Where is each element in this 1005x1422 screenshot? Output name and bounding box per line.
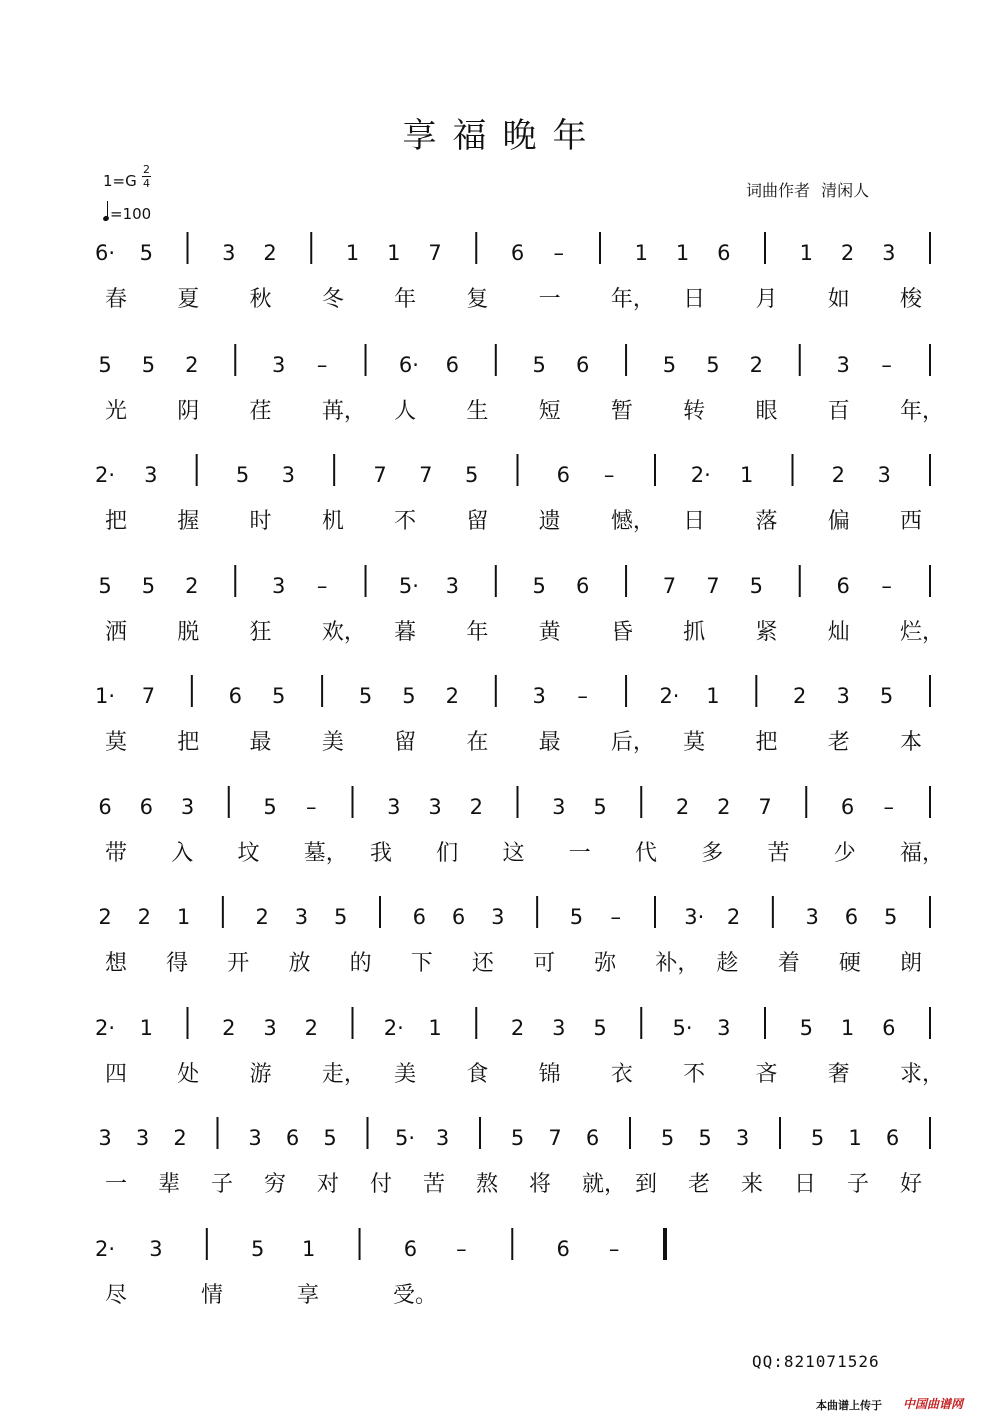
lyric-char: 欢， <box>321 620 366 645</box>
lyric-char: 本 <box>900 730 923 755</box>
lyric-char: 日 <box>683 509 706 534</box>
site-logo: 中国曲谱网 <box>903 1397 964 1411</box>
note: 1 <box>139 1016 153 1040</box>
lyric-char: 西 <box>900 509 923 534</box>
note: 1 <box>739 463 754 487</box>
notation-line <box>95 232 930 265</box>
lyric-char: 生 <box>466 399 489 424</box>
lyric-char: 光 <box>105 399 128 424</box>
note: – <box>456 1237 467 1261</box>
lyric-char: 辈 <box>158 1172 181 1197</box>
note: 2· <box>94 1237 116 1261</box>
lyric-char: 在 <box>466 730 489 755</box>
lyric-char: 这 <box>502 841 525 866</box>
lyric-char: 时 <box>249 509 272 534</box>
lyric-char: 憾， <box>610 509 655 534</box>
lyric-char: 如 <box>827 287 850 312</box>
lyric-char: 情 <box>201 1283 224 1308</box>
note: 6 <box>836 574 850 598</box>
lyric-char: 短 <box>538 399 561 424</box>
lyric-char: 莫 <box>105 730 128 755</box>
lyric-char: 朗 <box>900 951 923 976</box>
note: 5 <box>569 905 584 929</box>
lyric-char: 们 <box>436 841 459 866</box>
note: 7 <box>419 463 433 487</box>
lyric-char: 老 <box>688 1172 711 1197</box>
note: 2 <box>840 241 855 265</box>
note: 6 <box>98 795 112 819</box>
lyric-char: 开 <box>227 951 250 976</box>
note: 3 <box>552 1016 566 1040</box>
lyric-char: 弥 <box>594 951 617 976</box>
lyric-char: 代 <box>635 841 658 866</box>
lyric-char: 就， <box>582 1172 627 1197</box>
note: 1 <box>176 905 191 929</box>
note: 7 <box>548 1126 562 1150</box>
lyric-char: 年， <box>900 399 945 424</box>
lyric-char: 处 <box>177 1062 200 1087</box>
note: 3 <box>882 241 896 265</box>
note: 1 <box>634 241 648 265</box>
note: 2 <box>173 1126 187 1150</box>
lyric-char: 苦 <box>423 1172 446 1197</box>
lyric-char: 苒， <box>321 399 366 424</box>
lyric-char: 衣 <box>610 1062 633 1087</box>
time-signature-bottom: 4 <box>143 177 150 190</box>
lyric-char: 暮 <box>394 620 417 645</box>
note: – <box>316 574 328 598</box>
note: 5 <box>251 1237 265 1261</box>
author-credit: 词曲作者 清闲人 <box>746 181 870 200</box>
lyric-char: 一 <box>568 841 591 866</box>
note: 3 <box>836 353 850 377</box>
note: 5· <box>394 1126 416 1150</box>
lyric-char: 受。 <box>393 1283 438 1308</box>
lyric-char: 入 <box>171 841 194 866</box>
lyrics-line <box>105 1283 437 1308</box>
lyric-char: 美 <box>394 1062 417 1087</box>
lyric-char: 少 <box>833 841 856 866</box>
note: 7 <box>706 574 720 598</box>
note: 7 <box>428 241 442 265</box>
lyric-char: 洒 <box>105 620 128 645</box>
note: 1 <box>848 1126 862 1150</box>
note: 5· <box>398 574 419 598</box>
lyric-char: 苦 <box>767 841 790 866</box>
note: 5 <box>141 574 156 598</box>
key-signature: 1=G <box>103 172 137 190</box>
note: 5 <box>323 1126 337 1150</box>
note: 6 <box>285 1126 300 1150</box>
note: 6 <box>139 795 153 819</box>
note: 3 <box>98 1126 112 1150</box>
note: 3 <box>294 905 309 929</box>
notation-line <box>95 1007 930 1040</box>
note: 2 <box>675 795 690 819</box>
lyric-char: 着 <box>777 951 800 976</box>
note: 5 <box>660 1126 675 1150</box>
note: 2 <box>749 353 764 377</box>
lyric-char: 付 <box>370 1172 393 1197</box>
tempo-value: =100 <box>110 205 152 223</box>
note: 3 <box>149 1237 163 1261</box>
lyric-char: 秋 <box>249 287 272 312</box>
note: 2 <box>717 795 731 819</box>
notation-line <box>98 344 930 377</box>
note: 1 <box>345 241 360 265</box>
note: 5 <box>532 574 546 598</box>
note: 2 <box>831 463 846 487</box>
note: – <box>577 684 588 708</box>
note: – <box>608 1237 620 1261</box>
lyric-char: 梭 <box>900 287 923 312</box>
note: 6 <box>556 463 571 487</box>
lyric-char: 转 <box>683 399 706 424</box>
note: 3 <box>805 905 819 929</box>
lyric-char: 不 <box>394 509 417 534</box>
note: 2 <box>263 241 277 265</box>
lyric-char: 灿 <box>827 620 850 645</box>
lyric-char: 月 <box>755 287 778 312</box>
lyric-char: 人 <box>394 399 417 424</box>
lyrics-line <box>105 399 944 424</box>
note: 3 <box>445 574 460 598</box>
note: – <box>603 463 615 487</box>
note: 6 <box>575 574 590 598</box>
lyric-char: 把 <box>755 730 778 755</box>
note: 3 <box>877 463 891 487</box>
lyric-char: 不 <box>683 1062 706 1087</box>
lyric-char: 阴 <box>177 399 200 424</box>
note: 1 <box>387 241 401 265</box>
note: 5 <box>884 905 898 929</box>
note: 5 <box>799 1016 813 1040</box>
lyric-char: 带 <box>105 841 128 866</box>
note: 5 <box>334 905 348 929</box>
note: 3· <box>684 905 705 929</box>
lyric-char: 握 <box>177 509 200 534</box>
lyric-char: 享 <box>297 1283 320 1308</box>
lyric-char: 狂 <box>249 620 272 645</box>
note: 2 <box>793 684 807 708</box>
lyric-char: 奢 <box>827 1062 850 1087</box>
lyric-char: 锦 <box>538 1062 561 1087</box>
note: 7 <box>141 684 156 708</box>
note: 5 <box>532 353 546 377</box>
note: – <box>883 795 894 819</box>
lyric-char: 四 <box>105 1062 128 1087</box>
lyric-char: 趁 <box>716 951 739 976</box>
note: 2· <box>690 463 711 487</box>
note: 3 <box>491 905 505 929</box>
note: 6 <box>556 1237 570 1261</box>
lyric-char: 冬 <box>321 287 344 312</box>
note: 3 <box>532 684 546 708</box>
lyric-char: 老 <box>827 730 850 755</box>
lyric-char: 一 <box>105 1172 128 1197</box>
lyric-char: 子 <box>211 1172 234 1197</box>
lyric-char: 得 <box>166 951 189 976</box>
upload-notice: 本曲谱上传于 <box>816 1399 882 1412</box>
lyric-char: 偏 <box>827 509 850 534</box>
note: 6 <box>451 905 466 929</box>
note: 3 <box>735 1126 750 1150</box>
note: – <box>553 241 564 265</box>
note: 6 <box>585 1126 600 1150</box>
lyric-char: 福， <box>900 841 945 866</box>
note: 6 <box>445 353 460 377</box>
note: 3 <box>271 353 286 377</box>
note: 5 <box>263 795 277 819</box>
note: 6 <box>510 241 525 265</box>
note: 6 <box>575 353 590 377</box>
note: 2 <box>137 905 151 929</box>
lyric-char: 尽 <box>105 1283 128 1308</box>
lyric-char: 莫 <box>683 730 706 755</box>
qq-contact: QQ:821071526 <box>752 1352 880 1371</box>
notation-line <box>95 1228 665 1261</box>
lyric-char: 墓， <box>303 841 348 866</box>
note: – <box>316 353 328 377</box>
lyric-char: 到 <box>635 1172 658 1197</box>
lyric-char: 荏 <box>249 399 272 424</box>
lyric-char: 日 <box>683 287 706 312</box>
note: 6· <box>94 241 116 265</box>
note: 2 <box>445 684 460 708</box>
note: 3 <box>248 1126 262 1150</box>
lyric-char: 黄 <box>538 620 561 645</box>
lyric-char: 来 <box>741 1172 764 1197</box>
note: 7 <box>758 795 772 819</box>
note: 6 <box>412 905 426 929</box>
note: 7 <box>373 463 387 487</box>
note: 2 <box>255 905 269 929</box>
note: 3 <box>263 1016 277 1040</box>
song-title: 享福晚年 <box>402 116 603 156</box>
note: 6 <box>885 1126 900 1150</box>
note: 7 <box>662 574 677 598</box>
lyric-char: 春 <box>105 287 128 312</box>
lyric-char: 紧 <box>755 620 778 645</box>
lyric-char: 可 <box>533 951 556 976</box>
note: 2· <box>94 1016 116 1040</box>
note: 5 <box>593 1016 607 1040</box>
note: 2 <box>726 905 741 929</box>
lyric-char: 把 <box>105 509 128 534</box>
note: 3 <box>144 463 158 487</box>
note: 2 <box>98 905 112 929</box>
note: 3 <box>180 795 195 819</box>
note: 5 <box>358 684 373 708</box>
note: 3 <box>387 795 401 819</box>
lyric-char: 机 <box>321 509 344 534</box>
note: 5· <box>672 1016 693 1040</box>
note: 5 <box>593 795 607 819</box>
lyric-char: 子 <box>847 1172 870 1197</box>
lyric-char: 年 <box>394 287 417 312</box>
lyric-char: 我 <box>370 841 393 866</box>
lyrics-line <box>105 730 922 755</box>
note: 1 <box>428 1016 442 1040</box>
lyric-char: 穷 <box>264 1172 287 1197</box>
note: 6 <box>844 905 859 929</box>
lyric-char: 日 <box>794 1172 817 1197</box>
lyrics-line <box>105 1172 922 1197</box>
note: 3 <box>135 1126 150 1150</box>
lyric-char: 对 <box>317 1172 340 1197</box>
note: 5 <box>98 353 112 377</box>
note: 5 <box>510 1126 525 1150</box>
lyric-char: 美 <box>321 730 344 755</box>
note: 1 <box>840 1016 855 1040</box>
note: 2 <box>222 1016 236 1040</box>
notation-line <box>95 675 930 708</box>
lyric-char: 想 <box>105 951 128 976</box>
note: 2 <box>469 795 483 819</box>
note: 5 <box>749 574 764 598</box>
lyric-char: 夏 <box>177 287 200 312</box>
lyric-char: 留 <box>466 509 489 534</box>
note: 1· <box>94 684 116 708</box>
lyric-char: 游 <box>249 1062 272 1087</box>
notation-line <box>98 1117 930 1150</box>
note: 6· <box>398 353 419 377</box>
note: 3 <box>271 574 286 598</box>
note: 5 <box>464 463 479 487</box>
note: 3 <box>428 795 442 819</box>
lyric-char: 最 <box>538 730 561 755</box>
lyric-char: 烂， <box>900 620 945 645</box>
note: 3 <box>435 1126 450 1150</box>
note: – <box>881 353 892 377</box>
note: 5 <box>139 241 153 265</box>
note: 2· <box>383 1016 404 1040</box>
lyric-char: 昏 <box>610 620 633 645</box>
lyric-char: 年 <box>466 620 489 645</box>
lyrics-line <box>105 841 944 866</box>
note: 1 <box>301 1237 316 1261</box>
note: 3 <box>552 795 566 819</box>
lyric-char: 好 <box>900 1172 923 1197</box>
lyric-char: 走， <box>321 1062 366 1087</box>
note: 1 <box>675 241 690 265</box>
lyric-char: 落 <box>755 509 778 534</box>
time-signature-top: 2 <box>143 163 150 176</box>
note: – <box>610 905 621 929</box>
lyrics-line <box>105 620 944 645</box>
lyric-char: 放 <box>288 951 311 976</box>
note: 5 <box>141 353 156 377</box>
note: 2 <box>185 353 199 377</box>
lyric-char: 百 <box>827 399 850 424</box>
lyric-char: 的 <box>349 951 372 976</box>
note: – <box>306 795 317 819</box>
lyrics-line <box>105 287 923 312</box>
lyric-char: 硬 <box>838 951 861 976</box>
lyric-char: 复 <box>466 287 489 312</box>
lyrics-line <box>105 1062 944 1087</box>
lyric-char: 遗 <box>538 509 561 534</box>
lyric-char: 后， <box>610 730 655 755</box>
lyric-char: 抓 <box>683 620 706 645</box>
lyric-char: 熬 <box>476 1172 499 1197</box>
notation-line <box>98 786 930 819</box>
note: 2 <box>304 1016 318 1040</box>
note: 3 <box>836 684 850 708</box>
note: 5 <box>271 684 286 708</box>
lyric-char: 年， <box>610 287 655 312</box>
note: 6 <box>882 1016 896 1040</box>
lyric-char: 眼 <box>755 399 778 424</box>
lyric-char: 最 <box>249 730 272 755</box>
lyric-char: 一 <box>538 287 561 312</box>
note: 3 <box>222 241 236 265</box>
lyrics-line <box>105 951 922 976</box>
note: 5 <box>235 463 250 487</box>
note: 5 <box>879 684 894 708</box>
lyric-char: 坟 <box>237 841 260 866</box>
notation-line <box>98 896 930 929</box>
lyric-char: 将 <box>529 1172 552 1197</box>
note: 3 <box>281 463 296 487</box>
lyric-char: 留 <box>394 730 417 755</box>
lyric-char: 脱 <box>177 620 200 645</box>
note: 5 <box>810 1126 825 1150</box>
lyric-char: 还 <box>471 951 494 976</box>
note: 5 <box>402 684 416 708</box>
note: 5 <box>706 353 720 377</box>
note: 6 <box>717 241 731 265</box>
lyrics-line <box>105 509 922 534</box>
lyric-char: 暂 <box>610 399 633 424</box>
note: 5 <box>662 353 677 377</box>
note: – <box>881 574 892 598</box>
lyric-char: 补， <box>655 951 700 976</box>
note: 5 <box>698 1126 712 1150</box>
note: 2 <box>185 574 199 598</box>
note: 6 <box>228 684 242 708</box>
note: 6 <box>840 795 855 819</box>
note: 1 <box>706 684 720 708</box>
note: 6 <box>403 1237 418 1261</box>
lyric-char: 下 <box>410 951 433 976</box>
lyric-char: 求， <box>900 1062 945 1087</box>
lyric-char: 把 <box>177 730 200 755</box>
lyric-char: 食 <box>466 1062 489 1087</box>
note: 2· <box>94 463 116 487</box>
note: 2 <box>510 1016 525 1040</box>
note: 5 <box>98 574 112 598</box>
lyric-char: 吝 <box>755 1062 778 1087</box>
note: 2· <box>659 684 680 708</box>
lyric-char: 多 <box>701 841 724 866</box>
note: 3 <box>717 1016 731 1040</box>
notation-line <box>98 565 930 598</box>
notation-line <box>95 454 930 487</box>
note: 1 <box>799 241 813 265</box>
